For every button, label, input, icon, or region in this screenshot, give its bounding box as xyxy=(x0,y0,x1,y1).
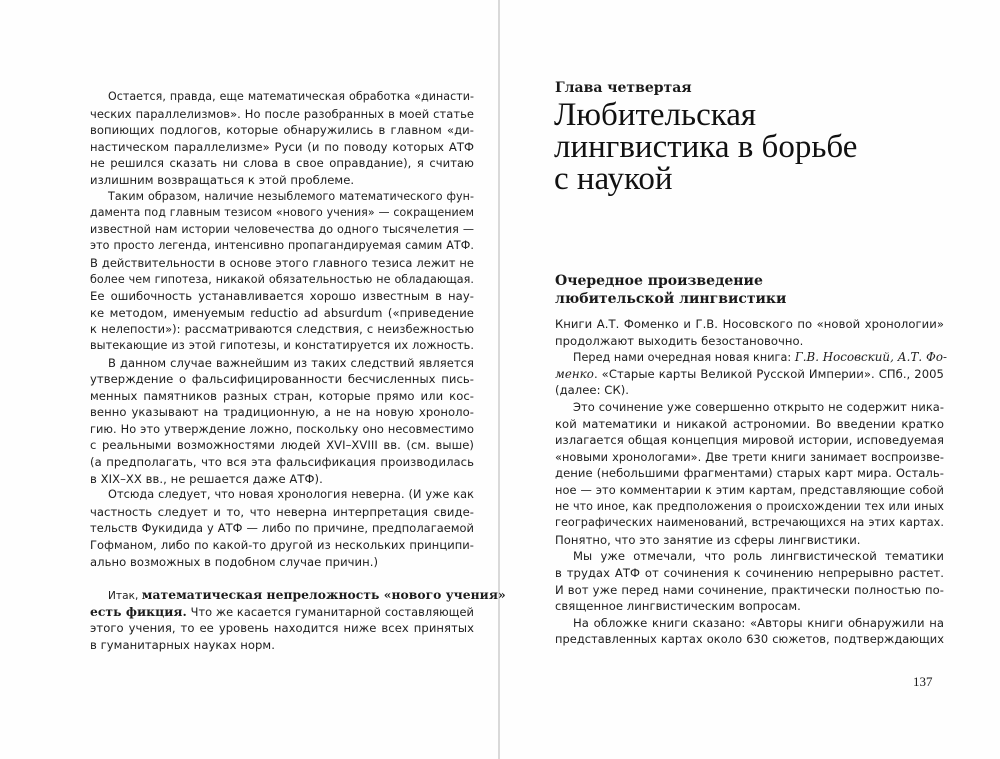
chapter-title-line: с наукой xyxy=(554,161,673,197)
text-line: Отсюда следует, что новая хронология неверна. (И уже как xyxy=(108,488,474,502)
text-line: с реальными возможностями людей XVI–XVIII вв. (см. выше) xyxy=(90,438,474,453)
book-authors: менко xyxy=(555,366,594,381)
conclusion-line: в гуманитарных науках норм. xyxy=(90,638,275,652)
conclusion-text: Что же касается гуманитарной составляющей xyxy=(186,604,474,619)
right-page-text xyxy=(555,316,948,648)
text-line: это просто легенда, интенсивно пропагандируемая самим АТФ. xyxy=(90,239,474,253)
text-line: дение (небольшими фрагментами) старых карт мира. Осталь- xyxy=(555,466,944,481)
text-line: в трудах АТФ от сочинения к сочинению непрерывно растет. xyxy=(555,565,944,580)
text-line: в XIX–XX вв., не решается даже АТФ). xyxy=(90,471,323,486)
text-line: Это сочинение уже совершенно открыто не содержит ника- xyxy=(573,399,944,414)
chapter-title-line: лингвистика в борьбе xyxy=(554,129,858,165)
conclusion-emphasis: математическая непреложность «нового учения» xyxy=(141,587,506,603)
text-line: В действительности в основе этого главного тезиса лежит не xyxy=(90,255,474,270)
text-line: священное лингвистическим вопросам. xyxy=(555,599,801,614)
section-title-line: Очередное произведение xyxy=(555,273,763,289)
text-line: Книги А.Т. Фоменко и Г.В. Носовского по «новой хронологии» xyxy=(555,317,944,331)
text-line: Понятно, что это занятие из сферы лингвистики. xyxy=(555,532,861,547)
text-line: излагается общая концепция мировой истории, исповедуемая xyxy=(555,433,944,448)
paragraph-gap xyxy=(90,570,474,587)
book-authors: Г.В. Носовский, А.Т. Фо- xyxy=(794,350,948,365)
text-line: ное — это комментарии к этим картам, представляющие собой xyxy=(555,482,944,497)
text-line: продолжают выходить безостановочно. xyxy=(555,333,804,348)
text-line: ческих параллелизмов». Но после разобранных в моей статье xyxy=(90,106,474,121)
book-ref-prefix: Перед нами очередная новая книга: xyxy=(573,351,795,365)
text-line: вытекающие из этой гипотезы, и констатируется их ложность. xyxy=(90,338,474,352)
conclusion-prefix: Итак, xyxy=(108,590,142,603)
text-line: Мы уже отмечали, что роль лингвистической тематики xyxy=(573,549,944,564)
text-line: к нелепости»): рассматриваются следствия, с неизбежностью xyxy=(90,322,474,337)
text-line: менных памятников разных стран, которые прямо или кос- xyxy=(90,388,474,403)
text-line: гию. Но это утверждение ложно, поскольку оно несовместимо xyxy=(90,421,474,436)
text-line: утверждение о фальсифицированности бесчисленных пись- xyxy=(90,372,474,387)
text-line: Гофманом, либо по какой-то другой из нескольких принципи- xyxy=(90,538,474,553)
text-line: более чем гипотеза, никакой обязательностью не обладающая. xyxy=(90,272,474,286)
text-line: венно указывают на традиционную, а не на новую хроноло- xyxy=(90,405,474,420)
text-line: В данном случае важнейшим из таких следствий является xyxy=(108,355,474,370)
text-line: На обложке книги сказано: «Авторы книги обнаружили на xyxy=(573,615,944,630)
conclusion-emphasis: есть фикция. xyxy=(90,603,187,619)
book-title: . «Старые карты Великой Русской Империи». СПб., 2005 xyxy=(593,366,944,381)
text-line: И вот уже перед нами сочинение, практически полностью по- xyxy=(555,582,944,597)
conclusion-line xyxy=(90,587,506,604)
text-line: вопиющих подлогов, которые обнаружились в главном «ди- xyxy=(90,123,474,138)
conclusion-line: этого учения, то ее уровень находится ниже всех принятых xyxy=(90,621,474,636)
text-line: частность следует и то, что неверна интерпретация свиде- xyxy=(90,504,474,519)
page-number: 137 xyxy=(913,674,933,689)
book-reference-line: (далее: СК). xyxy=(555,383,630,398)
left-page-text xyxy=(90,89,506,654)
text-line: кой математики и никакой астрономии. Во введении кратко xyxy=(555,416,944,431)
chapter-label: Глава четвертая xyxy=(555,80,692,96)
text-line: географических наименований, встречающихся на этих картах. xyxy=(555,516,944,530)
text-line: Остается, правда, еще математическая обработка «династи- xyxy=(108,90,474,103)
text-line: настическом параллелизме» Руси (и по поводу которых АТФ xyxy=(90,139,474,154)
book-reference-line xyxy=(555,349,948,366)
text-line: дамента под главным тезисом «нового учения» — сокращением xyxy=(90,206,474,220)
text-line: Ее ошибочность устанавливается хорошо известным в нау- xyxy=(90,289,474,304)
text-line: ке методом, именуемым reductio ad absurdum («приведение xyxy=(90,305,474,320)
chapter-title xyxy=(554,99,954,195)
chapter-title-line: Любительская xyxy=(554,97,757,133)
text-line: «новыми хронологами». Две трети книги занимает воспроизве- xyxy=(555,449,944,464)
text-line: не решился сказать ни слова в свое оправдание), я считаю xyxy=(90,156,474,171)
text-line: известной нам истории человечества до одного тысячелетия — xyxy=(90,222,474,236)
section-title-line: любительской лингвистики xyxy=(555,291,787,307)
conclusion-line xyxy=(90,604,474,621)
section-title xyxy=(555,272,935,308)
text-line: не что иное, как предположения о происхождении тех или иных xyxy=(555,499,944,513)
text-line: излишним возвращаться к этой проблеме. xyxy=(90,172,355,187)
book-reference-line xyxy=(555,366,944,383)
text-line: (а предполагать, что вся эта фальсификация производилась xyxy=(90,455,474,470)
text-line: тельств Фукидида у АТФ — либо по причине, предполагаемой xyxy=(90,521,474,536)
text-line: Таким образом, наличие незыблемого математического фун- xyxy=(108,189,474,203)
text-line: ально возможных в подобном случае причин.) xyxy=(90,554,379,569)
text-line: представленных картах около 630 сюжетов, подтверждающих xyxy=(555,632,944,647)
